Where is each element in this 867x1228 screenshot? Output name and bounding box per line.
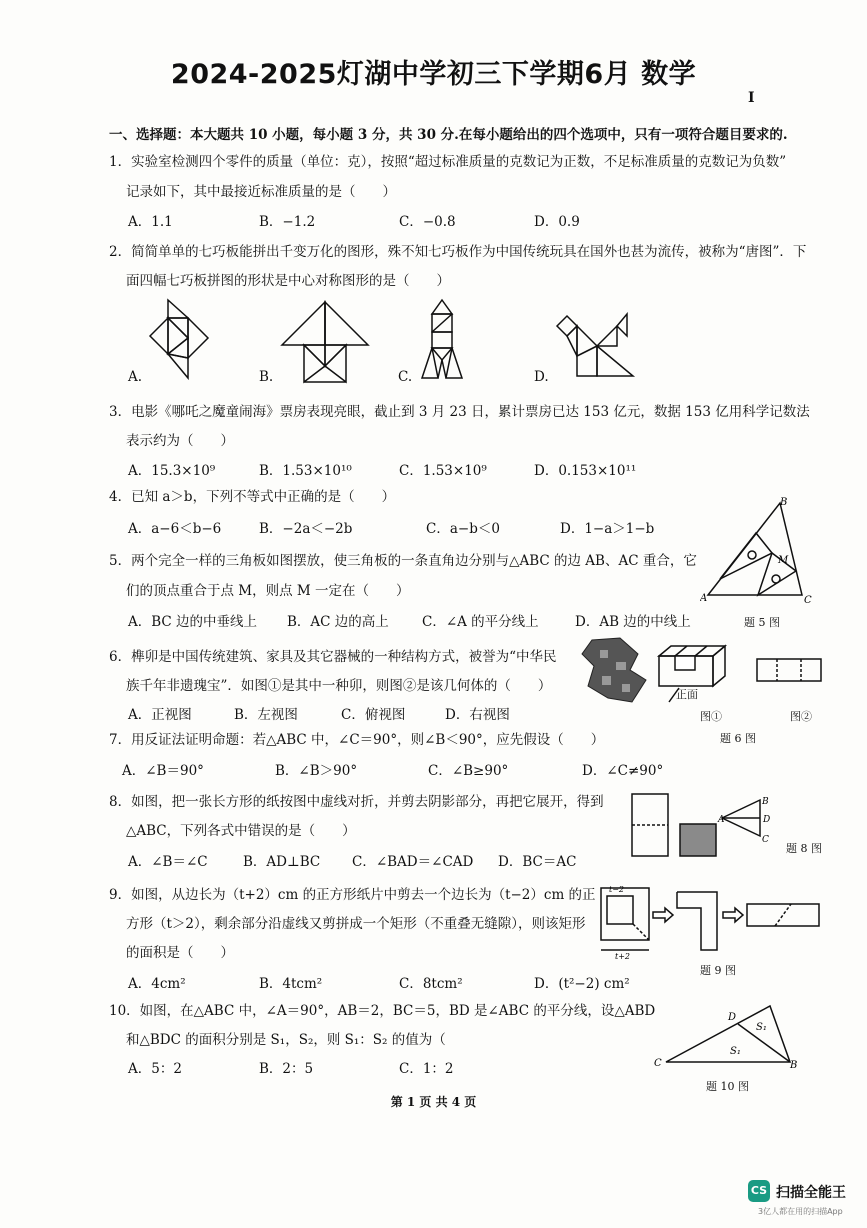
q7-option-a: A．∠B＝90°: [122, 763, 204, 779]
q4-option-b: B．−2a＜−2b: [259, 521, 353, 537]
q6-photo-tenon: [580, 636, 650, 706]
q3-line1: 3．电影《哪吒之魔童闹海》票房表现亮眼，截止到 3 月 23 日，累计票房已达 153 亿元，数据 153 亿用科学记数法: [109, 404, 810, 420]
q9-option-d: D．(t²−2) cm²: [534, 976, 630, 992]
q10-option-c: C．1：2: [399, 1061, 454, 1077]
q2-option-d: D.: [534, 369, 549, 385]
q2-figure-d: [553, 312, 638, 380]
q1-option-a: A．1.1: [128, 214, 173, 230]
q9-figure: [595, 880, 825, 960]
q7-line1: 7．用反证法证明命题：若△ABC 中，∠C＝90°，则∠B＜90°，应先假设（ ）: [109, 732, 605, 748]
q3-option-d: D．0.153×10¹¹: [534, 463, 637, 479]
q1-option-c: C．−0.8: [399, 214, 456, 230]
q8-option-d: D．BC＝AC: [498, 854, 577, 870]
q6-line2: 族千年非遗瑰宝”．如图①是其中一种卯，则图②是该几何体的（ ）: [126, 678, 552, 694]
q3-option-b: B．1.53×10¹⁰: [259, 463, 352, 479]
q7-option-b: B．∠B＞90°: [275, 763, 358, 779]
q4-line1: 4．已知 a＞b，下列不等式中正确的是（ ）: [109, 489, 396, 505]
q8-label-c: C: [762, 835, 769, 845]
q6-option-a: A．正视图: [128, 707, 192, 723]
q8-label-b: B: [762, 797, 769, 807]
q10-line1: 10．如图，在△ABC 中，∠A＝90°，AB＝2，BC＝5，BD 是∠ABC 的平分线，设△ABD: [109, 1003, 656, 1019]
q5-line2: 们的顶点重合于点 M，则点 M 一定在（ ）: [126, 583, 410, 599]
q6-fig2-label: 图②: [790, 710, 812, 723]
q6-fig1-label: 图①: [700, 710, 722, 723]
q5-line1: 5．两个完全一样的三角板如图摆放，使三角板的一条直角边分别与△ABC 的边 AB、AC 重合，它: [109, 553, 697, 569]
scanner-brand-tagline: 3亿人都在用的扫描App: [758, 1207, 843, 1216]
q9-line3: 的面积是（ ）: [126, 945, 234, 961]
q9-caption: 题 9 图: [700, 964, 736, 977]
q8-figure: [630, 790, 780, 860]
q8-option-b: B．AD⊥BC: [243, 854, 321, 870]
q2-figure-a: [140, 298, 215, 383]
q6-option-d: D．右视图: [445, 707, 510, 723]
page-title: 2024-2025灯湖中学初三下学期6月 数学: [170, 59, 697, 90]
q10-line2: 和△BDC 的面积分别是 S₁，S₂，则 S₁：S₂ 的值为（: [126, 1032, 446, 1048]
page-footer: 第 1 页 共 4 页: [390, 1095, 477, 1109]
q2-option-a: A.: [128, 369, 143, 385]
q5-option-b: B．AC 边的高上: [287, 614, 389, 630]
q3-option-c: C．1.53×10⁹: [399, 463, 487, 479]
q8-option-a: A．∠B＝∠C: [128, 854, 208, 870]
q5-caption: 题 5 图: [744, 616, 780, 629]
q10-label-s1: S₁: [756, 1022, 767, 1033]
q10-option-a: A．5：2: [128, 1061, 182, 1077]
q10-label-c: C: [654, 1058, 662, 1069]
q5-option-a: A．BC 边的中垂线上: [128, 614, 258, 630]
q4-option-c: C．a−b＜0: [426, 521, 500, 537]
q6-figure-2: [755, 655, 825, 685]
q6-option-c: C．俯视图: [341, 707, 406, 723]
q2-figure-c: [418, 298, 466, 380]
q10-label-s2: S₁: [730, 1046, 741, 1057]
q10-option-b: B．2：5: [259, 1061, 314, 1077]
q5-label-c: C: [804, 595, 812, 605]
q4-option-a: A．a−6＜b−6: [128, 521, 222, 537]
q8-line1: 8．如图，把一张长方形的纸按图中虚线对折，并剪去阴影部分，再把它展开，得到: [109, 794, 604, 810]
q8-label-d: D: [763, 815, 771, 825]
q7-option-d: D．∠C≠90°: [582, 763, 664, 779]
q2-line1: 2．简简单单的七巧板能拼出千变万化的图形，殊不知七巧板作为中国传统玩具在国外也甚为流传，被称为“唐图”．下: [109, 244, 807, 260]
q5-option-d: D．AB 边的中线上: [575, 614, 691, 630]
scanner-logo-icon: CS: [748, 1180, 770, 1202]
section-heading: 一、选择题：本大题共 10 小题，每小题 3 分，共 30 分.在每小题给出的四个选项中，只有一项符合题目要求的.: [109, 127, 788, 143]
q10-figure: [652, 1002, 802, 1072]
q2-figure-b: [280, 300, 375, 385]
q10-label-d: D: [728, 1012, 737, 1023]
q5-label-a: A: [700, 593, 708, 604]
q8-option-c: C．∠BAD＝∠CAD: [352, 854, 474, 870]
q6-front-label: 正面: [676, 688, 698, 701]
q9-option-c: C．8tcm²: [399, 976, 463, 992]
q8-line2: △ABC，下列各式中错误的是（ ）: [126, 823, 356, 839]
q9-option-b: B．4tcm²: [259, 976, 323, 992]
q5-label-m: M: [778, 555, 789, 566]
q10-caption: 题 10 图: [706, 1080, 749, 1093]
q9-option-a: A．4cm²: [128, 976, 186, 992]
q10-label-b: B: [790, 1060, 798, 1071]
q3-line2: 表示约为（ ）: [126, 433, 234, 449]
q6-caption: 题 6 图: [720, 732, 756, 745]
q8-caption: 题 8 图: [786, 842, 822, 855]
q6-line1: 6．榫卯是中国传统建筑、家具及其它器械的一种结构方式，被誉为“中华民: [109, 649, 557, 665]
q5-option-c: C．∠A 的平分线上: [422, 614, 539, 630]
q8-label-a: A: [718, 815, 725, 825]
q1-option-d: D．0.9: [534, 214, 580, 230]
q9-line2: 方形（t＞2），剩余部分沿虚线又剪拼成一个矩形（不重叠无缝隙），则该矩形: [126, 916, 586, 932]
q9-label-small: t−2: [609, 885, 625, 894]
scanner-brand-name: 扫描全能王: [776, 1185, 846, 1201]
q9-label-big: t+2: [615, 952, 631, 960]
q1-line2: 记录如下，其中最接近标准质量的是（ ）: [126, 184, 396, 200]
q6-option-b: B．左视图: [234, 707, 298, 723]
q5-figure-triangle: [700, 495, 820, 605]
q9-line1: 9．如图，从边长为（t+2）cm 的正方形纸片中剪去一个边长为（t−2）cm 的正: [109, 887, 596, 903]
q2-line2: 面四幅七巧板拼图的形状是中心对称图形的是（ ）: [126, 273, 450, 289]
q3-option-a: A．15.3×10⁹: [128, 463, 216, 479]
q1-option-b: B．−1.2: [259, 214, 316, 230]
q5-label-b: B: [780, 497, 788, 508]
corner-mark: I: [748, 90, 755, 106]
q2-option-b: B.: [259, 369, 274, 385]
q4-option-d: D．1−a＞1−b: [560, 521, 655, 537]
q7-option-c: C．∠B≥90°: [428, 763, 509, 779]
q2-option-c: C.: [398, 369, 413, 385]
q1-line1: 1．实验室检测四个零件的质量（单位：克），按照“超过标准质量的克数记为正数，不足标准质量的克数记为负数”: [109, 154, 787, 170]
